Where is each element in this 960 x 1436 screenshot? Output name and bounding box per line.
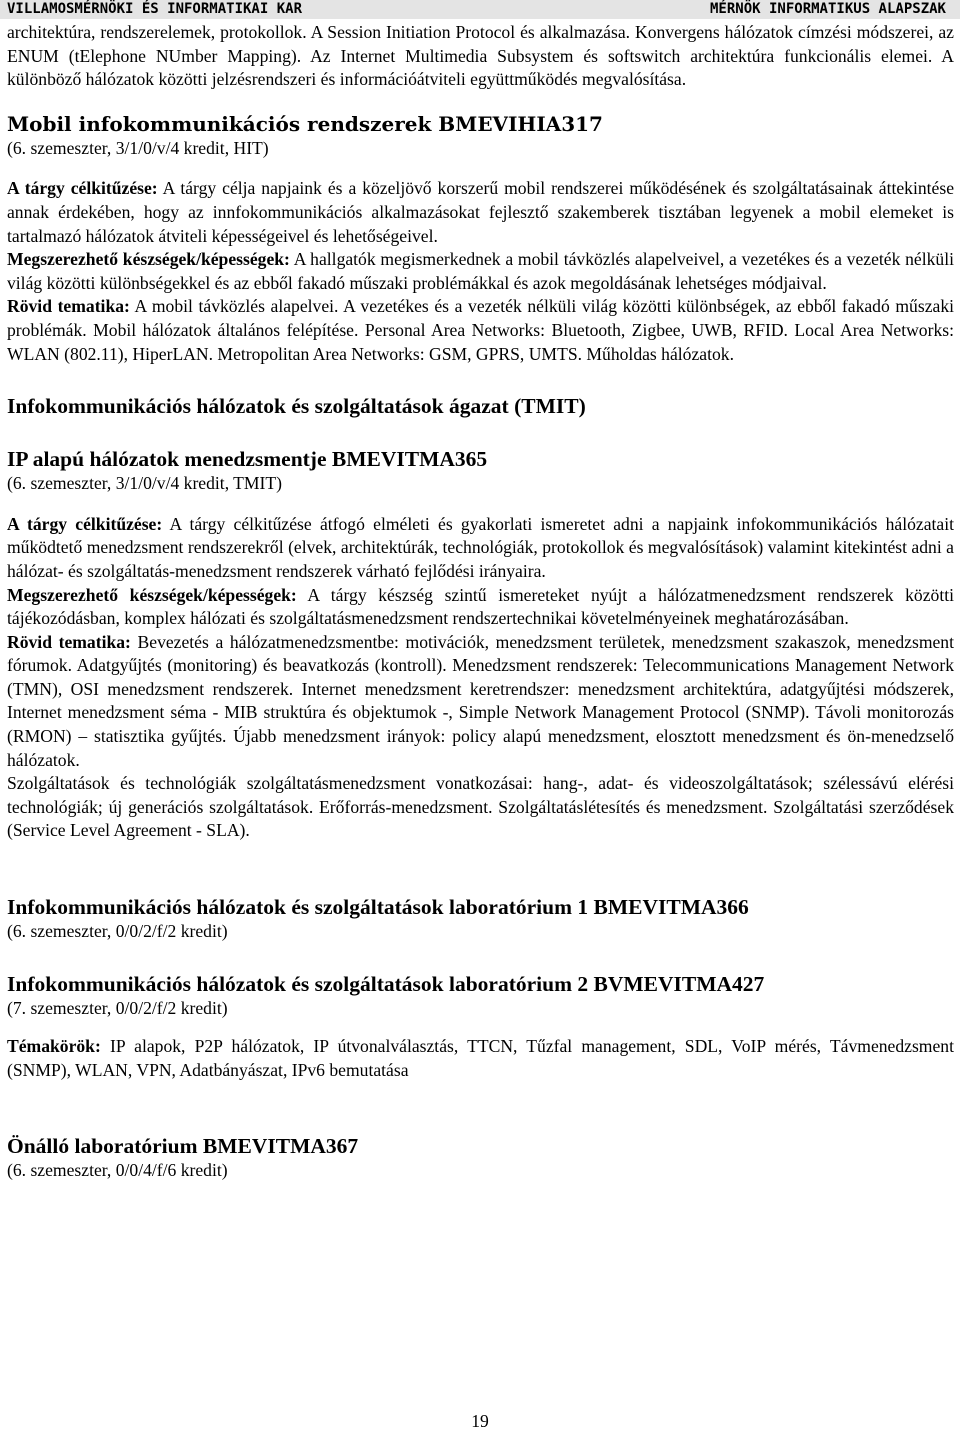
topics-label: Témakörök: (7, 1036, 101, 1057)
goal-text: A tárgy célja napjaink és a közeljövő korszerű mobil rendszerei működésének és szolgáltatásainak áttekintése annak érdekében, hogy az innfokommunikációs alkalmazásokat fejlesztő szakemberek tisztában legyenek a mobil elemeket is tartalmazó hálózatok átviteli képességeivel és lehetőségeivel. (7, 178, 955, 246)
course-goal-mobil (7, 177, 954, 248)
goal-label: A tárgy célkitűzése: (7, 513, 163, 534)
intro-paragraph: architektúra, rendszerelemek, protokollok. A Session Initiation Protocol és alkalmazása. Konvergens hálózatok címzési módszerei, az ENUM (tElephone NUmber Mapping). Az Internet Multimedia Subsystem és softswitch architektúra funkcionális elemei. A különböző hálózatok közötti jelzésrendszeri és információátviteli együttműködés megvalósítása. (7, 22, 954, 90)
course-topics-ip (7, 631, 954, 773)
skills-label: Megszerezhető készségek/képességek: (7, 584, 297, 605)
header-programme: MÉRNÖK INFORMATIKUS ALAPSZAK (709, 1, 946, 17)
section-title-tmit: Infokommunikációs hálózatok és szolgáltatások ágazat (TMIT) (7, 394, 586, 419)
goal-label: A tárgy célkitűzése: (7, 178, 158, 199)
course-goal-ip (7, 513, 954, 584)
topics-text: IP alapok, P2P hálózatok, IP útvonalválasztás, TTCN, Tűzfal management, SDL, VoIP mérés, Távmenedzsment (SNMP), WLAN, VPN, Adatbányászat, IPv6 bemutatása (7, 1036, 954, 1080)
course-title-lab1: Infokommunikációs hálózatok és szolgáltatások laboratórium 1 BMEVITMA366 (7, 895, 749, 920)
course-extra-ip: Szolgáltatások és technológiák szolgáltatásmenedzsment vonatkozásai: hang-, adat- és videoszolgáltatások; szélessávú elérési technológiák; új generációs szolgáltatások. Erőforrás-menedzsment. Szolgáltatáslétesítés és menedzsment. Szolgáltatási szerződések (Service Level Agreement - SLA). (7, 773, 954, 841)
course-skills-ip (7, 584, 954, 631)
course-credits-mobil: (6. szemeszter, 3/1/0/v/4 kredit, HIT) (7, 137, 269, 158)
topics-label: Rövid tematika: (7, 631, 131, 652)
course-topics-mobil (7, 295, 954, 366)
running-header (0, 0, 960, 19)
course-title-ip: IP alapú hálózatok menedzsmentje BMEVITMA365 (7, 447, 488, 472)
course-title-lab2: Infokommunikációs hálózatok és szolgáltatások laboratórium 2 BVMEVITMA427 (7, 971, 765, 996)
course-topics-lab2 (7, 1035, 954, 1082)
topics-text: Bevezetés a hálózatmenedzsmentbe: motivációk, menedzsment területek, menedzsment szakaszok, menedzsment fórumok. Adatgyűjtés (monitoring) és beavatkozás (kontroll). Menedzsment rendszerek: Telecommunications Management Network (TMN), OSI menedzsment rendszerek. Internet menedzsment keretrendszer: menedzsment architektúra, adatgyűjtési módszerek, Internet menedzsment séma - MIB struktúra és objektumok -, Simple Network Management Protocol (SNMP). Távoli monitorozás (RMON) – statisztika gyűjtés. Újabb menedzsment irányok: policy alapú menedzsment, elosztott menedzsment és ön-menedzselő hálózatok. (7, 631, 954, 770)
topics-text: A mobil távközlés alapelvei. A vezetékes és a vezeték nélküli világ közötti különbségek, az ebből fakadó műszaki problémák. Mobil hálózatok általános felépítése. Personal Area Networks: Bluetooth, Zigbee, UWB, RFID. Local Area Networks: WLAN (802.11), HiperLAN. Metropolitan Area Networks: GSM, GPRS, UMTS. Műholdas hálózatok. (7, 296, 954, 364)
skills-text: A hallgatók megismerkednek a mobil távközlés alapelveivel, a vezetékes és a vezeték nélküli világ közötti különbségekkel és az ebből fakadó műszaki problémákkal és azok megoldásának lehetséges módjaival. (7, 249, 954, 293)
page-number: 19 (471, 1411, 489, 1431)
course-skills-mobil (7, 248, 954, 295)
course-credits-onallo: (6. szemeszter, 0/0/4/f/6 kredit) (7, 1160, 228, 1181)
topics-label: Rövid tematika: (7, 296, 130, 317)
course-credits-ip: (6. szemeszter, 3/1/0/v/4 kredit, TMIT) (7, 473, 283, 494)
course-credits-lab2: (7. szemeszter, 0/0/2/f/2 kredit) (7, 997, 228, 1018)
header-faculty: VILLAMOSMÉRNÖKI ÉS INFORMATIKAI KAR (7, 1, 303, 17)
course-credits-lab1: (6. szemeszter, 0/0/2/f/2 kredit) (7, 921, 228, 942)
goal-text: A tárgy célkitűzése átfogó elméleti és gyakorlati ismeretet adni a napjaink infokommunikációs hálózatait működtető menedzsment rendszerekről (elvek, architektúrák, technológiák, protokollok és megvalósítások) valamint kitekintést adni a hálózat- és szolgáltatás-menedzsment rendszerek várható fejlődési irányaira. (7, 513, 954, 581)
course-title-mobil: Mobil infokommunikációs rendszerek BMEVIHIA317 (7, 111, 603, 136)
skills-text: A tárgy készség szintű ismereteket nyújt a hálózatmenedzsment rendszerek közötti tájékozódásban, komplex hálózati és szolgáltatásmenedzsment rendszertechnikai követelményeinek meghatározásában. (7, 584, 954, 629)
document-body (7, 21, 954, 1183)
course-title-onallo: Önálló laboratórium BMEVITMA367 (7, 1134, 359, 1159)
skills-label: Megszerezhető készségek/képességek: (7, 249, 290, 270)
